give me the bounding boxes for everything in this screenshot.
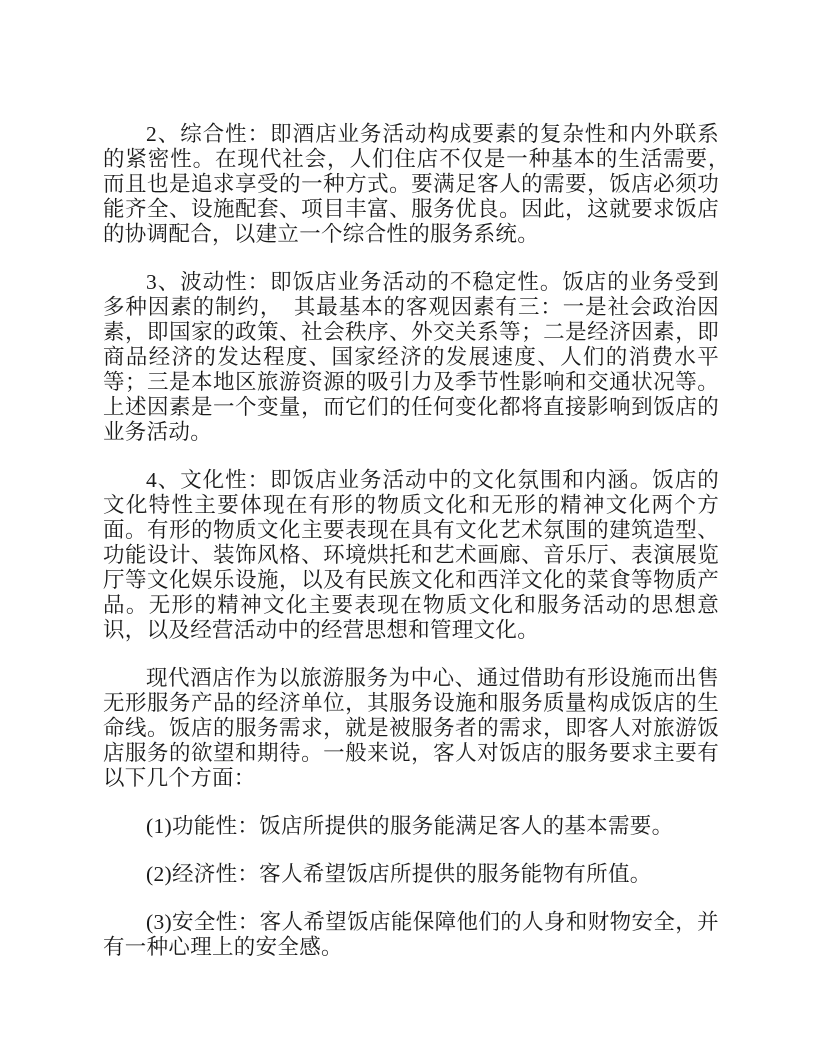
list-item-safety: (3)安全性：客人希望饭店能保障他们的人身和财物安全，并有一种心理上的安全感。 (103, 910, 719, 959)
list-item-functionality: (1)功能性：饭店所提供的服务能满足客人的基本需要。 (146, 814, 674, 838)
list-item-economy: (2)经济性：客人希望饭店所提供的服务能物有所值。 (146, 862, 652, 886)
paragraph-modern-hotel-intro: 现代酒店作为以旅游服务为中心、通过借助有形设施而出售无形服务产品的经济单位，其服务设施和服务质量构成饭店的生命线。饭店的服务需求，就是被服务者的需求，即客人对旅游饭店服务的欲望和期待。一般来说，客人对饭店的服务要求主要有以下几个方面： (103, 666, 719, 790)
paragraph-4-cultural: 4、文化性：即饭店业务活动中的文化氛围和内涵。饭店的文化特性主要体现在有形的物质文化和无形的精神文化两个方面。有形的物质文化主要表现在具有文化艺术氛围的建筑造型、功能设计、装饰风格、环境烘托和艺术画廊、音乐厅、表演展览厅等文化娱乐设施，以及有民族文化和西洋文化的菜食等物质产品。无形的精神文化主要表现在物质文化和服务活动的思想意识，以及经营活动中的经营思想和管理文化。 (103, 468, 719, 642)
paragraph-2-comprehensiveness: 2、综合性：即酒店业务活动构成要素的复杂性和内外联系的紧密性。在现代社会，人们住店不仅是一种基本的生活需要， 而且也是追求享受的一种方式。要满足客人的需要，饭店必须功能齐全、设施配套、项目丰富、服务优良。因此，这就要求饭店的协调配合，以建立一个综合性的服务系统。 (103, 122, 741, 246)
paragraph-3-fluctuation: 3、波动性：即饭店业务活动的不稳定性。饭店的业务受到多种因素的制约， 其最基本的客观因素有三：一是社会政治因素，即国家的政策、社会秩序、外交关系等；二是经济因素，即商品经济的发达程度、国家经济的发展速度、人们的消费水平等；三是本地区旅游资源的吸引力及季节性影响和交通状况等。上述因素是一个变量，而它们的任何变化都将直接影响到饭店的业务活动。 (103, 270, 719, 444)
